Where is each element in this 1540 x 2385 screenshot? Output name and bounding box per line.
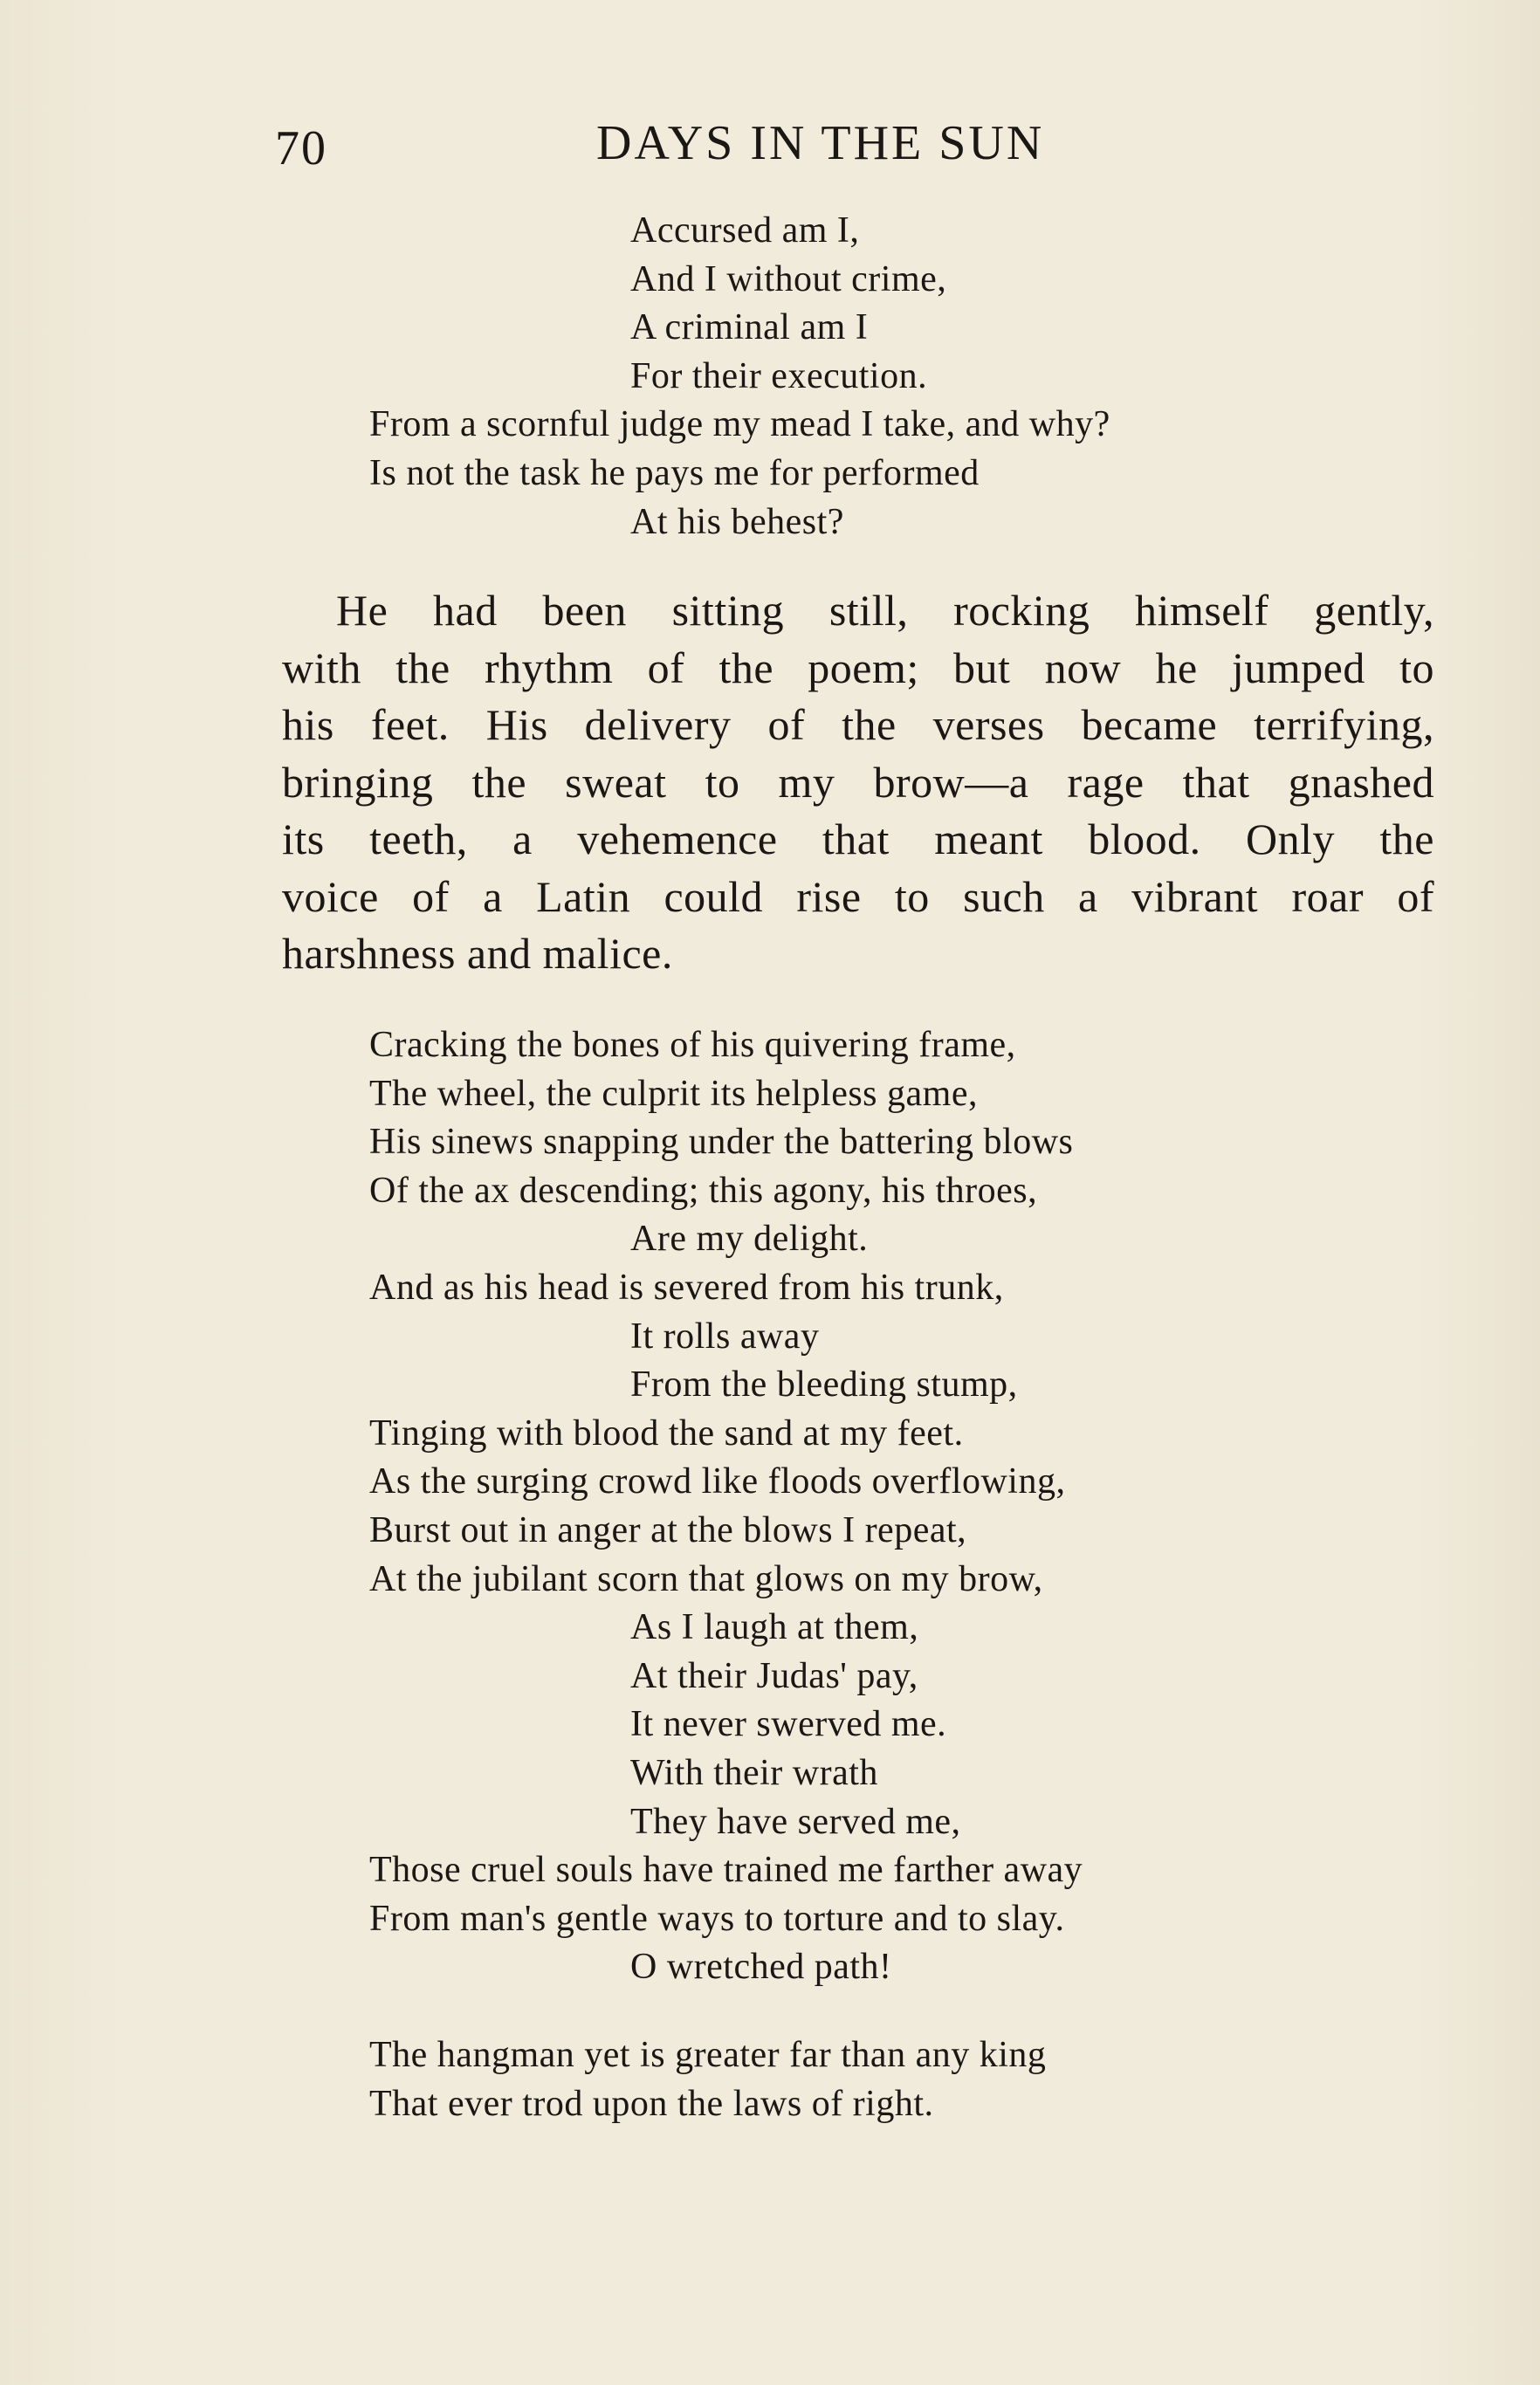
- verse-stanza-1: [369, 207, 1330, 546]
- verse-line: At their Judas' pay,: [630, 1655, 918, 1696]
- verse-line: It rolls away: [630, 1316, 820, 1357]
- verse-line: A criminal am I: [630, 307, 869, 348]
- verse-line: At his behest?: [630, 501, 844, 542]
- verse-line: Cracking the bones of his quivering frame,: [369, 1025, 1016, 1065]
- verse-line: And as his head is severed from his trunk,: [369, 1267, 1004, 1308]
- verse-line: And I without crime,: [630, 258, 947, 299]
- prose-paragraph: [282, 582, 1434, 983]
- verse-line: From man's gentle ways to torture and to slay.: [369, 1898, 1065, 1939]
- verse-line: Burst out in anger at the blows I repeat,: [369, 1509, 967, 1550]
- verse-line: From the bleeding stump,: [630, 1364, 1018, 1406]
- verse-stanza-3: [369, 2031, 1330, 2128]
- prose-line: He had been sitting still, rocking himself gently,: [336, 586, 1434, 635]
- verse-line: That ever trod upon the laws of right.: [369, 2083, 934, 2124]
- verse-line: The hangman yet is greater far than any king: [369, 2035, 1047, 2075]
- verse-line: His sinews snapping under the battering blows: [369, 1122, 1074, 1163]
- verse-line: As I laugh at them,: [630, 1607, 919, 1648]
- running-head: DAYS IN THE SUN: [596, 116, 1045, 170]
- prose-line: with the rhythm of the poem; but now he jumped to: [282, 643, 1434, 692]
- prose-line: harshness and malice.: [282, 929, 673, 978]
- verse-line: Accursed am I,: [630, 210, 860, 251]
- verse-line: Is not the task he pays me for performed: [369, 452, 980, 493]
- page-number: 70: [275, 121, 327, 175]
- prose-line: voice of a Latin could rise to such a vibrant roar of: [282, 871, 1434, 921]
- verse-line: With their wrath: [630, 1752, 878, 1793]
- verse-line: At the jubilant scorn that glows on my brow,: [369, 1558, 1043, 1599]
- verse-line: Those cruel souls have trained me farther away: [369, 1850, 1083, 1891]
- verse-line: From a scornful judge my mead I take, and why?: [369, 404, 1110, 445]
- verse-line: O wretched path!: [630, 1947, 892, 1988]
- verse-line: Of the ax descending; this agony, his throes,: [369, 1170, 1038, 1211]
- verse-stanza-2: [369, 1021, 1330, 1992]
- verse-line: For their execution.: [630, 355, 928, 396]
- verse-line: It never swerved me.: [630, 1704, 947, 1745]
- page-header: [275, 112, 1235, 182]
- verse-line: The wheel, the culprit its helpless game,: [369, 1073, 978, 1114]
- verse-line: Are my delight.: [630, 1219, 869, 1260]
- prose-line: its teeth, a vehemence that meant blood. Only the: [282, 814, 1434, 863]
- prose-line: bringing the sweat to my brow—a rage that gnashed: [282, 757, 1434, 807]
- verse-line: Tinging with blood the sand at my feet.: [369, 1412, 964, 1454]
- verse-line: As the surging crowd like floods overflowing,: [369, 1461, 1066, 1502]
- verse-line: They have served me,: [630, 1801, 961, 1842]
- prose-line: his feet. His delivery of the verses became terrifying,: [282, 700, 1434, 749]
